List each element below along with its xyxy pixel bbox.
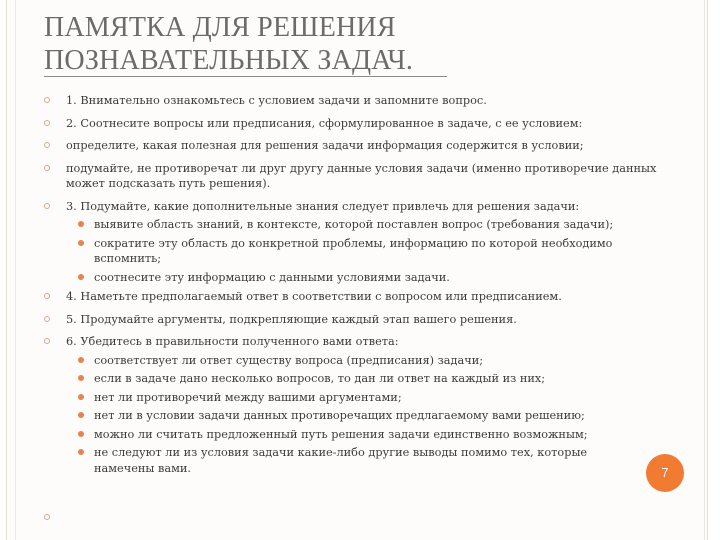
- list-item: [44, 138, 674, 154]
- list-item: [44, 334, 674, 476]
- ring-bullet-icon: [44, 203, 50, 209]
- list-item: [44, 116, 674, 132]
- sub-item-text: нет ли противоречий между вашими аргументами;: [94, 390, 402, 404]
- ring-bullet-icon: [44, 120, 50, 126]
- dot-bullet-icon: [78, 375, 84, 381]
- list-item: [44, 312, 674, 328]
- title-line-2: ПОЗНАВАТЕЛЬНЫХ ЗАДАЧ.: [44, 45, 414, 76]
- ring-bullet-icon: [44, 165, 50, 171]
- sub-list-item: [66, 408, 674, 424]
- dot-bullet-icon: [78, 274, 84, 280]
- ring-bullet-icon: [44, 97, 50, 103]
- ring-bullet-icon: [44, 293, 50, 299]
- page-number-badge: 7: [646, 454, 684, 492]
- ring-bullet-icon: [44, 316, 50, 322]
- sub-item-text: сократите эту область до конкретной проблемы, информацию по которой необходимо вспомнить;: [94, 236, 613, 265]
- sub-item-text: соотнесите эту информацию с данными условиями задачи.: [94, 270, 450, 284]
- sub-item-text: нет ли в условии задачи данных противоречащих предлагаемому вами решению;: [94, 409, 585, 422]
- item-text: 5. Продумайте аргументы, подкрепляющие каждый этап вашего решения.: [66, 312, 517, 326]
- sub-list-item: [66, 390, 674, 406]
- empty-ring-bullet-icon: [44, 514, 50, 520]
- item-text: 6. Убедитесь в правильности полученного вами ответа:: [66, 335, 399, 348]
- sub-item-text: соответствует ли ответ существу вопроса (предписания) задачи;: [94, 353, 484, 367]
- dot-bullet-icon: [78, 412, 84, 418]
- sub-list-item: [66, 236, 674, 267]
- item-text: определите, какая полезная для решения задачи информация содержится в условии;: [66, 139, 584, 152]
- sub-list-item: [66, 217, 674, 233]
- title-line-1: ПАМЯТКА ДЛЯ РЕШЕНИЯ: [44, 12, 396, 43]
- dot-bullet-icon: [78, 431, 84, 437]
- item-text: 4. Наметьте предполагаемый ответ в соответствии с вопросом или предписанием.: [66, 290, 562, 303]
- title-underline: [44, 76, 447, 77]
- sub-list-item: [66, 427, 674, 443]
- sub-item-text: можно ли считать предложенный путь решения задачи единственно возможным;: [94, 427, 588, 441]
- dot-bullet-icon: [78, 240, 84, 246]
- item-text: 3. Подумайте, какие дополнительные знания следует привлечь для решения задачи:: [66, 199, 580, 213]
- sub-list-item: [66, 353, 674, 369]
- item-text: подумайте, не противоречат ли друг другу данные условия задачи (именно противоречие данных может подсказать путь решения).: [66, 161, 657, 190]
- list-item: [44, 199, 674, 286]
- slide-title: [44, 11, 664, 77]
- sub-item-text: если в задаче дано несколько вопросов, то дан ли ответ на каждый из них;: [94, 372, 546, 385]
- sub-list-item: [66, 445, 674, 476]
- list-item: [44, 289, 674, 305]
- list-item: [44, 161, 674, 192]
- memo-content: [44, 93, 674, 480]
- ring-bullet-icon: [44, 142, 50, 148]
- sub-list-item: [66, 371, 674, 387]
- dot-bullet-icon: [78, 449, 84, 455]
- item-text: 1. Внимательно ознакомьтесь с условием задачи и запомните вопрос.: [66, 94, 487, 107]
- sub-item-text: не следуют ли из условия задачи какие-либо другие выводы помимо тех, которые намечены вами.: [94, 446, 588, 475]
- dot-bullet-icon: [78, 394, 84, 400]
- sub-list-item: [66, 270, 674, 286]
- sub-item-text: выявите область знаний, в контексте, которой поставлен вопрос (требования задачи);: [94, 218, 614, 231]
- dot-bullet-icon: [78, 357, 84, 363]
- ring-bullet-icon: [44, 338, 50, 344]
- list-item: [44, 93, 674, 109]
- item-text: 2. Соотнесите вопросы или предписания, сформулированное в задаче, с ее условием:: [66, 116, 583, 130]
- dot-bullet-icon: [78, 221, 84, 227]
